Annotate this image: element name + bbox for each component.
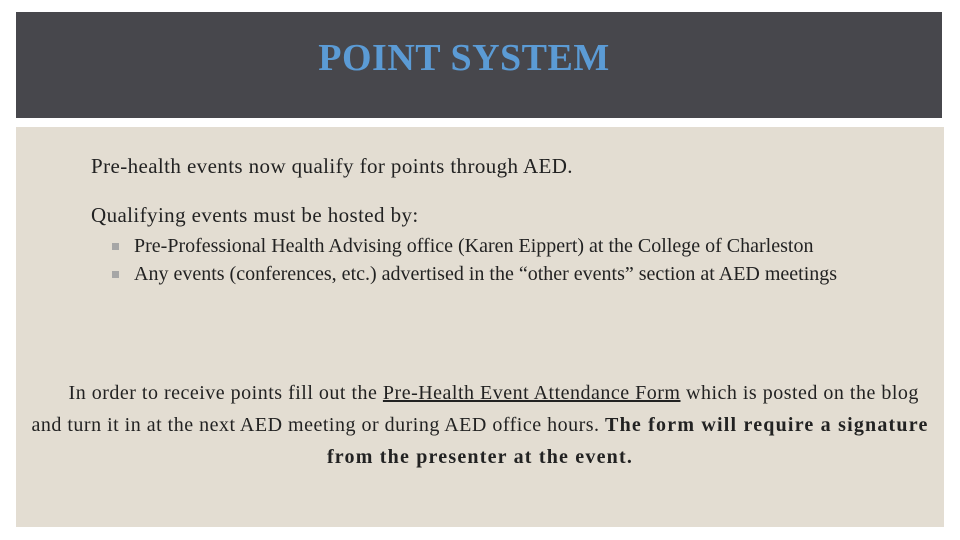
attendance-form-link[interactable]: Pre-Health Event Attendance Form — [382, 382, 681, 404]
instructions-text — [26, 377, 934, 473]
list-item — [111, 261, 911, 288]
bullet-text: Pre-Professional Health Advising office (Karen Eippert) at the College of Charleston — [134, 235, 814, 257]
instructions-middle: which is posted on the blog and turn it in at the next AED meeting or during AED office hours. — [31, 382, 919, 436]
intro-text: Pre-health events now qualify for points through AED. — [91, 154, 573, 178]
bullet-list — [111, 233, 911, 289]
slide-title: POINT SYSTEM — [318, 37, 610, 79]
signature-requirement: The form will require a signature from the presenter at the event. — [326, 414, 929, 468]
qualifying-heading: Qualifying events must be hosted by: — [91, 203, 419, 227]
list-item — [111, 233, 911, 260]
instructions-lead: In order to receive points fill out the — [68, 382, 383, 404]
square-bullet-icon — [112, 243, 119, 250]
content-box — [16, 127, 944, 527]
bullet-text: Any events (conferences, etc.) advertised in the “other events” section at AED meetings — [134, 263, 838, 285]
square-bullet-icon — [112, 271, 119, 278]
